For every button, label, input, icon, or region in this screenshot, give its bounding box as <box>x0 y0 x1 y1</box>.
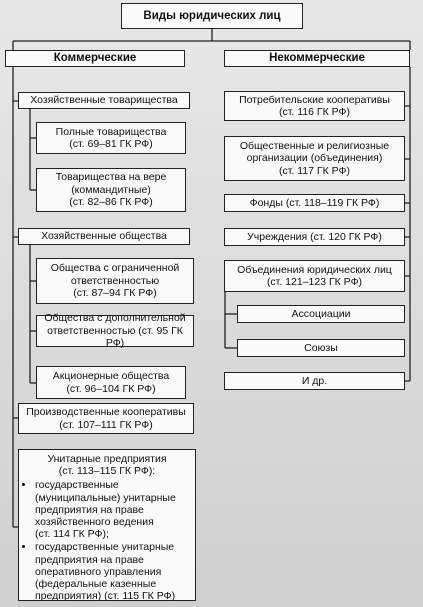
unitary-item-economic-management: • государственные (муниципальные) унитарные предприятия на праве хозяйственного ведения (ст. 114 ГК РФ); <box>35 479 190 540</box>
jsc-box: Акционерные общества (ст. 96–104 ГК РФ) <box>36 366 186 399</box>
commercial-header: Коммерческие <box>5 50 185 67</box>
noncommercial-header: Некоммерческие <box>224 50 410 67</box>
diagram-title: Виды юридических лиц <box>121 3 303 29</box>
full-partnerships-box: Полные товарищества (ст. 69–81 ГК РФ) <box>36 122 186 154</box>
companies-box: Хозяйственные общества <box>18 228 190 245</box>
unions-box: Союзы <box>237 339 405 357</box>
funds-box: Фонды (ст. 118–119 ГК РФ) <box>224 194 405 212</box>
unitary-enterprises-box <box>18 449 196 601</box>
production-coops-box: Производственные кооперативы (ст. 107–111 ГК РФ) <box>18 403 194 434</box>
llc-box: Общества с ограниченной ответственностью (ст. 87–94 ГК РФ) <box>36 258 194 304</box>
limited-partnerships-box: Товарищества на вере (коммандитные) (ст. 82–86 ГК РФ) <box>36 168 186 212</box>
associations-box: Ассоциации <box>237 305 405 323</box>
consumer-coops-box: Потребительские кооперативы (ст. 116 ГК РФ) <box>224 91 405 121</box>
institutions-box: Учреждения (ст. 120 ГК РФ) <box>224 228 405 246</box>
public-orgs-box: Общественные и религиозные организации (объединения) (ст. 117 ГК РФ) <box>224 136 405 181</box>
unitary-title: Унитарные предприятия (ст. 113–115 ГК РФ): <box>47 453 167 478</box>
alc-box: Общества с дополнительной ответственностью (ст. 95 ГК РФ) <box>36 315 194 347</box>
unitary-list <box>24 479 190 602</box>
unitary-item-operational-management: • государственные унитарные предприятия на праве оперативного управления (федеральные казенные предприятия) (ст. 115 ГК РФ) <box>35 541 190 602</box>
other-box: И др. <box>224 372 405 390</box>
associations-of-entities-box: Объединения юридических лиц (ст. 121–123 ГК РФ) <box>224 260 405 292</box>
partnerships-box: Хозяйственные товарищества <box>18 92 190 109</box>
